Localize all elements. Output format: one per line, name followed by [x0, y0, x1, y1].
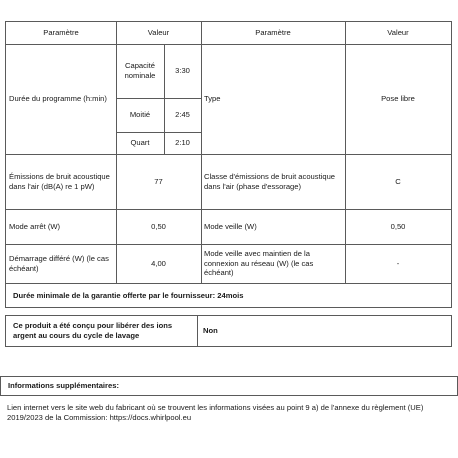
off-mode-label: Mode arrêt (W): [9, 221, 61, 231]
networked-standby-label: Mode veille avec maintien de la connexion au réseau (W) (le cas échéant): [204, 248, 314, 278]
noise-value: 77: [154, 176, 163, 186]
half-label: Moitié: [129, 110, 151, 120]
header-value-right: Valeur: [387, 28, 409, 38]
silver-ions-value: Non: [203, 326, 218, 336]
noise-label: Émissions de bruit acoustique dans l'air (dB(A) re 1 pW): [9, 171, 110, 191]
noise-class-value: C: [395, 176, 401, 186]
specifications-table: [5, 21, 452, 284]
networked-standby-value: -: [396, 258, 400, 268]
header-param-left: Paramètre: [43, 28, 79, 38]
quarter-label: Quart: [130, 138, 150, 148]
type-label: Type: [204, 94, 221, 104]
additional-info-text: Lien internet vers le site web du fabricant où se trouvent les informations visées au point 9 a) de l'annexe du règlement (UE) 2019/2023 de la Commission: https://docs.whirlpool.eu: [7, 403, 424, 422]
off-mode-value: 0,50: [151, 221, 166, 231]
additional-info-box: [0, 376, 458, 396]
table-divider: [197, 316, 198, 346]
additional-info-title: Informations supplémentaires:: [8, 381, 119, 391]
type-value: Pose libre: [381, 94, 415, 104]
capacity-label: Capacité nominale: [124, 61, 156, 80]
noise-class-label: Classe d'émissions de bruit acoustique dans l'air (phase d'essorage): [204, 171, 336, 191]
duration-label: Durée du programme (h:min): [9, 94, 107, 104]
warranty-text: Durée minimale de la garantie offerte par le fournisseur: 24mois: [13, 290, 244, 300]
delay-start-value: 4,00: [151, 258, 166, 268]
silver-ions-box: [5, 315, 452, 347]
header-param-right: Paramètre: [255, 28, 291, 38]
capacity-value: 3:30: [175, 66, 190, 76]
standby-label: Mode veille (W): [204, 221, 257, 231]
warranty-box: [5, 283, 452, 308]
standby-value: 0,50: [390, 221, 406, 231]
silver-ions-label: Ce produit a été conçu pour libérer des ions argent au cours du cycle de lavage: [13, 321, 173, 340]
half-value: 2:45: [175, 110, 190, 120]
header-value-left: Valeur: [147, 28, 170, 38]
delay-start-label: Démarrage différé (W) (le cas échéant): [9, 253, 109, 273]
quarter-value: 2:10: [175, 138, 190, 148]
